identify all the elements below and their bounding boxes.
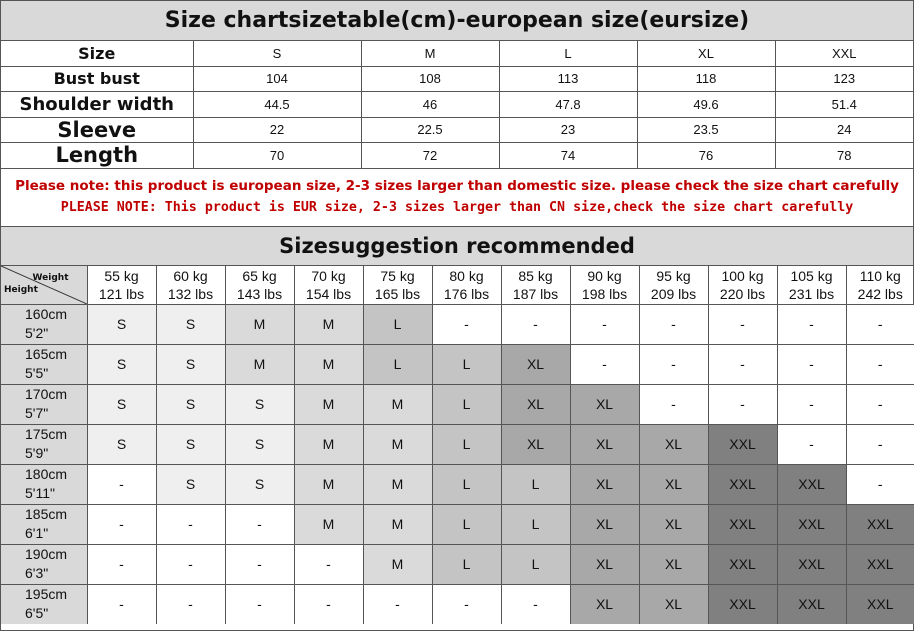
weight-kg: 75 kg <box>380 267 415 284</box>
cell: 113 <box>499 66 637 92</box>
shoulder-row <box>1 92 913 118</box>
size-suggestion-cell: XL <box>639 424 708 464</box>
height-row <box>1 304 914 344</box>
cell: 72 <box>361 143 499 169</box>
size-suggestion-cell: - <box>225 584 294 624</box>
size-suggestion-cell: XXL <box>708 544 777 584</box>
height-row <box>1 544 914 584</box>
size-row <box>1 41 913 66</box>
weight-header <box>363 266 432 305</box>
size-suggestion-cell: - <box>156 504 225 544</box>
weight-kg: 90 kg <box>587 267 622 284</box>
weight-header <box>708 266 777 305</box>
weight-lbs: 209 lbs <box>650 285 697 302</box>
row-label: Bust bust <box>1 66 193 92</box>
size-suggestion-cell: S <box>225 384 294 424</box>
size-suggestion-cell: - <box>87 544 156 584</box>
size-suggestion-cell: - <box>87 504 156 544</box>
weight-lbs: 220 lbs <box>719 285 766 302</box>
height-header <box>1 544 87 584</box>
cell: L <box>499 41 637 66</box>
cell: 78 <box>775 143 913 169</box>
height-row <box>1 464 914 504</box>
height-ft: 5'11" <box>25 485 55 501</box>
bust-row <box>1 66 913 92</box>
height-row <box>1 384 914 424</box>
height-cm: 160cm <box>25 306 68 322</box>
size-suggestion-cell: XXL <box>708 504 777 544</box>
size-suggestion-cell: XL <box>501 344 570 384</box>
size-suggestion-cell: M <box>363 504 432 544</box>
height-cm: 175cm <box>25 426 68 442</box>
length-row <box>1 143 913 169</box>
weight-header <box>501 266 570 305</box>
size-suggestion-cell: - <box>777 424 846 464</box>
weight-kg: 110 kg <box>859 267 901 284</box>
height-ft: 5'7" <box>25 405 49 421</box>
size-suggestion-cell: M <box>225 304 294 344</box>
weight-kg: 70 kg <box>311 267 346 284</box>
size-suggestion-cell: - <box>777 304 846 344</box>
size-suggestion-cell: XL <box>570 464 639 504</box>
weight-kg: 85 kg <box>518 267 553 284</box>
row-label: Size <box>1 41 193 66</box>
height-cm: 195cm <box>25 586 68 602</box>
cell: S <box>193 41 361 66</box>
size-suggestion-cell: XL <box>501 384 570 424</box>
size-suggestion-cell: M <box>294 384 363 424</box>
size-suggestion-cell: XL <box>639 464 708 504</box>
weight-lbs: 187 lbs <box>512 285 559 302</box>
height-row <box>1 424 914 464</box>
height-cm: 165cm <box>25 346 68 362</box>
weight-header <box>639 266 708 305</box>
weight-lbs: 176 lbs <box>443 285 490 302</box>
weight-header <box>294 266 363 305</box>
weight-axis-label: Weight <box>32 272 69 283</box>
cell: 70 <box>193 143 361 169</box>
weight-lbs: 143 lbs <box>236 285 283 302</box>
size-suggestion-cell: M <box>225 344 294 384</box>
size-suggestion-cell: S <box>87 344 156 384</box>
cell: 76 <box>637 143 775 169</box>
size-suggestion-cell: S <box>156 384 225 424</box>
height-cm: 180cm <box>25 466 68 482</box>
row-label: Length <box>1 143 193 169</box>
size-suggestion-cell: - <box>87 584 156 624</box>
weight-kg: 80 kg <box>449 267 484 284</box>
size-suggestion-cell: XXL <box>846 544 914 584</box>
size-suggestion-cell: - <box>846 384 914 424</box>
size-suggestion-cell: L <box>501 464 570 504</box>
weight-kg: 100 kg <box>721 267 764 284</box>
size-suggestion-cell: L <box>432 384 501 424</box>
size-suggestion-cell: XL <box>570 584 639 624</box>
weight-lbs: 242 lbs <box>857 285 903 302</box>
size-suggestion-cell: - <box>294 584 363 624</box>
size-suggestion-cell: XL <box>501 424 570 464</box>
height-cm: 185cm <box>25 506 68 522</box>
size-suggestion-cell: M <box>294 304 363 344</box>
size-suggestion-cell: S <box>87 304 156 344</box>
weight-height-corner <box>1 266 87 305</box>
size-suggestion-cell: - <box>846 344 914 384</box>
cell: XXL <box>775 41 913 66</box>
size-suggestion-cell: - <box>846 304 914 344</box>
size-suggestion-cell: L <box>501 544 570 584</box>
size-suggestion-cell: - <box>156 544 225 584</box>
size-suggestion-cell: M <box>363 424 432 464</box>
size-suggestion-cell: - <box>708 304 777 344</box>
size-notice <box>1 169 913 226</box>
height-ft: 5'2" <box>25 325 49 341</box>
weight-kg: 60 kg <box>173 267 208 284</box>
height-header <box>1 504 87 544</box>
size-suggestion-cell: - <box>846 464 914 504</box>
size-suggestion-cell: L <box>501 504 570 544</box>
weight-kg: 55 kg <box>104 267 139 284</box>
size-suggestion-cell: L <box>432 504 501 544</box>
cell: 49.6 <box>637 92 775 118</box>
weight-header <box>225 266 294 305</box>
notice-line-caps: PLEASE NOTE: This product is EUR size, 2-3 sizes larger than CN size,check the size chart carefully <box>60 200 854 215</box>
size-suggestion-cell: L <box>363 344 432 384</box>
cell: 51.4 <box>775 92 913 118</box>
size-suggestion-cell: XXL <box>846 504 914 544</box>
size-suggestion-cell: M <box>294 424 363 464</box>
size-suggestion-cell: - <box>225 544 294 584</box>
size-suggestion-cell: L <box>432 464 501 504</box>
size-suggestion-cell: XXL <box>846 584 914 624</box>
size-suggestion-cell: - <box>639 384 708 424</box>
height-ft: 6'5" <box>25 605 49 621</box>
size-suggestion-cell: S <box>156 304 225 344</box>
height-header <box>1 304 87 344</box>
cell: 24 <box>775 117 913 143</box>
size-suggestion-cell: M <box>294 344 363 384</box>
weight-header <box>570 266 639 305</box>
size-suggestion-cell: - <box>777 344 846 384</box>
cell: 23.5 <box>637 117 775 143</box>
sleeve-row <box>1 117 913 143</box>
cell: 22.5 <box>361 117 499 143</box>
weight-lbs: 165 lbs <box>374 285 421 302</box>
cell: 123 <box>775 66 913 92</box>
notice-line: Please note: this product is european size, 2-3 sizes larger than domestic size. please check the size chart carefully <box>15 178 899 194</box>
height-row <box>1 584 914 624</box>
size-suggestion-cell: - <box>363 584 432 624</box>
size-suggestion-cell: - <box>294 544 363 584</box>
size-suggestion-cell: - <box>432 584 501 624</box>
cell: 46 <box>361 92 499 118</box>
height-cm: 190cm <box>25 546 68 562</box>
size-suggestion-cell: - <box>639 344 708 384</box>
size-suggestion-cell: XL <box>639 584 708 624</box>
weight-header <box>156 266 225 305</box>
height-header <box>1 584 87 624</box>
weight-header <box>432 266 501 305</box>
size-suggestion-cell: XL <box>639 504 708 544</box>
weight-lbs: 231 lbs <box>788 285 835 302</box>
size-measurement-table <box>1 41 913 169</box>
size-suggestion-cell: S <box>225 464 294 504</box>
size-suggestion-cell: XL <box>639 544 708 584</box>
cell: 47.8 <box>499 92 637 118</box>
cell: 44.5 <box>193 92 361 118</box>
size-suggestion-cell: M <box>294 464 363 504</box>
weight-lbs: 121 lbs <box>98 285 145 302</box>
size-suggestion-cell: - <box>708 384 777 424</box>
size-suggestion-table <box>1 266 914 624</box>
size-suggestion-cell: M <box>363 464 432 504</box>
weight-lbs: 154 lbs <box>305 285 352 302</box>
weight-header-row <box>1 266 914 305</box>
weight-header <box>87 266 156 305</box>
row-label: Sleeve <box>1 117 193 143</box>
size-suggestion-cell: M <box>363 544 432 584</box>
size-suggestion-cell: S <box>156 424 225 464</box>
weight-header <box>846 266 914 305</box>
size-suggestion-cell: L <box>432 344 501 384</box>
size-suggestion-cell: - <box>639 304 708 344</box>
cell: 23 <box>499 117 637 143</box>
size-suggestion-cell: - <box>225 504 294 544</box>
size-suggestion-cell: XL <box>570 424 639 464</box>
height-cm: 170cm <box>25 386 68 402</box>
height-ft: 5'5" <box>25 365 49 381</box>
size-suggestion-cell: - <box>156 584 225 624</box>
size-chart-title: Size chartsizetable(cm)-european size(eursize) <box>1 1 913 41</box>
weight-kg: 65 kg <box>242 267 277 284</box>
cell: 118 <box>637 66 775 92</box>
size-suggestion-cell: XXL <box>777 544 846 584</box>
height-ft: 5'9" <box>25 445 49 461</box>
size-suggestion-cell: M <box>363 384 432 424</box>
size-suggestion-cell: XXL <box>708 424 777 464</box>
cell: 108 <box>361 66 499 92</box>
size-suggestion-cell: S <box>225 424 294 464</box>
weight-kg: 105 kg <box>790 267 833 284</box>
size-suggestion-cell: S <box>156 344 225 384</box>
weight-kg: 95 kg <box>656 267 691 284</box>
height-header <box>1 384 87 424</box>
size-suggestion-cell: L <box>363 304 432 344</box>
size-suggestion-cell: - <box>777 384 846 424</box>
size-suggestion-cell: - <box>87 464 156 504</box>
height-axis-label: Height <box>4 284 38 295</box>
weight-lbs: 198 lbs <box>581 285 628 302</box>
size-suggestion-cell: - <box>570 304 639 344</box>
size-suggestion-cell: S <box>87 384 156 424</box>
size-suggestion-cell: XXL <box>708 464 777 504</box>
size-suggestion-cell: - <box>501 584 570 624</box>
size-suggestion-cell: XL <box>570 384 639 424</box>
size-suggestion-cell: XXL <box>777 464 846 504</box>
cell: 22 <box>193 117 361 143</box>
weight-header <box>777 266 846 305</box>
size-suggestion-cell: - <box>570 344 639 384</box>
row-label: Shoulder width <box>1 92 193 118</box>
size-suggestion-cell: XXL <box>777 504 846 544</box>
size-suggestion-cell: - <box>501 304 570 344</box>
cell: 74 <box>499 143 637 169</box>
size-suggestion-cell: - <box>846 424 914 464</box>
size-suggestion-cell: S <box>87 424 156 464</box>
size-suggestion-cell: S <box>156 464 225 504</box>
height-row <box>1 344 914 384</box>
size-suggestion-cell: - <box>708 344 777 384</box>
size-suggestion-cell: XL <box>570 544 639 584</box>
height-row <box>1 504 914 544</box>
size-suggestion-cell: XL <box>570 504 639 544</box>
height-header <box>1 424 87 464</box>
cell: XL <box>637 41 775 66</box>
size-suggestion-cell: - <box>432 304 501 344</box>
cell: 104 <box>193 66 361 92</box>
weight-lbs: 132 lbs <box>167 285 214 302</box>
height-ft: 6'1" <box>25 525 49 541</box>
suggestion-title: Sizesuggestion recommended <box>1 226 913 266</box>
height-ft: 6'3" <box>25 565 49 581</box>
size-suggestion-cell: M <box>294 504 363 544</box>
size-suggestion-cell: XXL <box>708 584 777 624</box>
height-header <box>1 344 87 384</box>
size-suggestion-cell: XXL <box>777 584 846 624</box>
cell: M <box>361 41 499 66</box>
height-header <box>1 464 87 504</box>
size-suggestion-cell: L <box>432 424 501 464</box>
size-suggestion-cell: L <box>432 544 501 584</box>
